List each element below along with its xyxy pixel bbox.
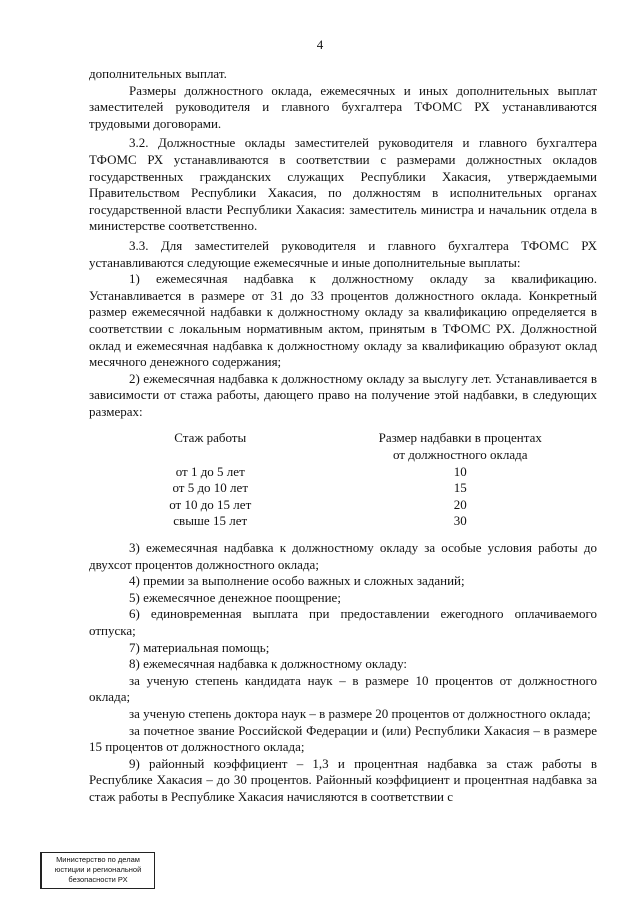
table-cell-experience: свыше 15 лет [173,513,248,529]
table-row [137,480,597,497]
allowance-table [137,430,597,530]
paragraph: 6) единовременная выплата при предоставлении ежегодного оплачиваемого отпуска; [89,606,597,638]
paragraph: 1) ежемесячная надбавка к должностному окладу за квалификацию. Устанавливается в размере от 31 до 33 процентов должностного оклада. Конкретный размер ежемесячной надбавки к должностному окладу за квалификацию определяется в соответствии с локальным нормативным актом, принятым в ТФОМС РХ. Должностной оклад и ежемесячная надбавка к должностному окладу за квалификацию образуют оклад месячного денежного содержания; [89,271,597,370]
table-header-experience: Стаж работы [174,430,247,446]
table-cell-percent: 10 [453,463,467,479]
table-cell-experience: от 5 до 10 лет [172,480,248,496]
paragraph: 3.2. Должностные оклады заместителей руководителя и главного бухгалтера ТФОМС РХ устанавливаются в соответствии с размерами должностных окладов государственных гражданских служащих Республики Хакасия, утверждаемыми Правительством Республики Хакасия, по должностям в исполнительных органах государственной власти Республики Хакасия: заместитель министра и начальник отдела в министерстве соответственно. [89,135,597,234]
paragraph: за ученую степень доктора наук – в размере 20 процентов от должностного оклада; [129,705,591,721]
paragraph: 7) материальная помощь; [129,639,270,655]
paragraph: 3) ежемесячная надбавка к должностному окладу за особые условия работы до двухсот процентов должностного оклада; [89,540,597,572]
paragraph: 4) премии за выполнение особо важных и сложных заданий; [129,573,465,589]
paragraph: 9) районный коэффициент – 1,3 и процентная надбавка за стаж работы в Республике Хакасия – до 30 процентов. Районный коэффициент и процентная надбавка за стаж работы в Республике Хакасия начисляются в соответствии с [89,755,597,804]
table-header-percent-line2: от должностного оклада [392,447,528,463]
paragraph: 8) ежемесячная надбавка к должностному окладу: [129,656,408,672]
paragraph: 2) ежемесячная надбавка к должностному окладу за выслугу лет. Устанавливается в зависимости от стажа работы, дающего право на получение этой надбавки, в следующих размерах: [89,370,597,419]
table-cell-percent: 20 [453,496,467,512]
page-number: 4 [316,37,324,52]
table-row [137,497,597,514]
paragraph: за ученую степень кандидата наук – в размере 10 процентов от должностного оклада; [89,672,597,705]
paragraph: Размеры должностного оклада, ежемесячных и иных дополнительных выплат заместителей руководителя и главного бухгалтера ТФОМС РХ устанавливаются трудовыми договорами. [89,82,597,131]
table-header-percent-line1: Размер надбавки в процентах [378,430,542,446]
table-header-percent [283,430,597,463]
table-cell-percent: 15 [453,480,467,496]
table-cell-experience: от 1 до 5 лет [175,463,245,479]
stamp-line: юстиции и региональной [54,865,142,874]
table-cell-percent: 30 [453,513,467,529]
table-row [137,513,597,530]
paragraph: за почетное звание Российской Федерации и (или) Республики Хакасия – в размере 15 процентов от должностного оклада; [89,722,597,755]
paragraph: 5) ежемесячное денежное поощрение; [129,589,341,605]
stamp-line: Министерство по делам [56,855,140,864]
paragraph: 3.3. Для заместителей руководителя и главного бухгалтера ТФОМС РХ устанавливаются следующие ежемесячные и иные дополнительные выплаты: [89,237,597,270]
stamp-line: безопасности РХ [68,875,128,884]
registration-stamp [40,852,155,889]
table-header-row [137,430,597,463]
table-cell-experience: от 10 до 15 лет [169,496,252,512]
document-body [89,66,597,806]
paragraph: дополнительных выплат. [89,66,227,81]
table-row [137,464,597,481]
